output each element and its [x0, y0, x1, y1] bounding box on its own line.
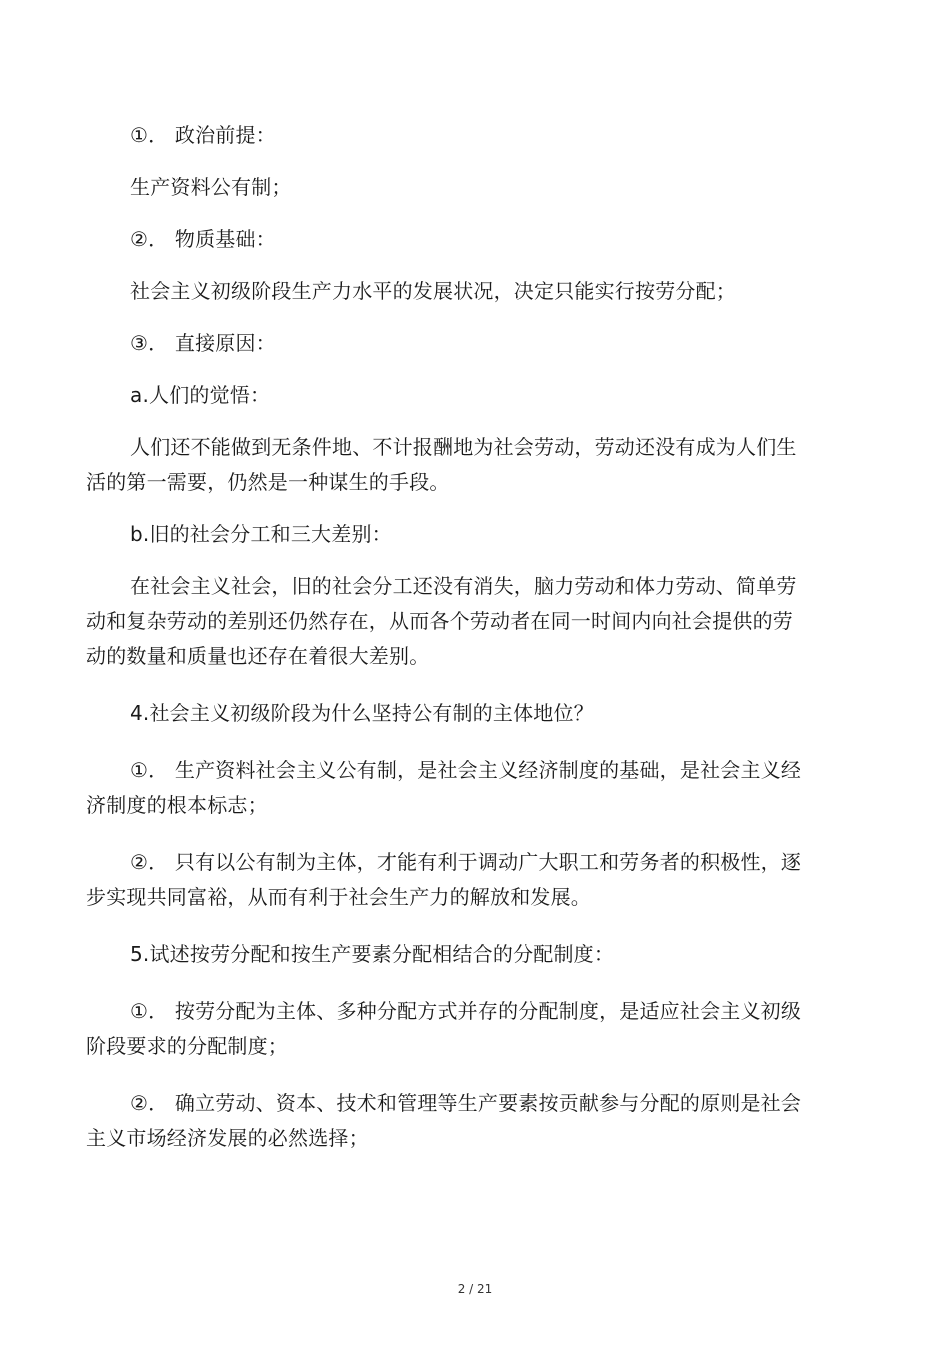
paragraph-productivity-level: 社会主义初级阶段生产力水平的发展状况，决定只能实行按劳分配；	[130, 279, 736, 303]
paragraph-public-ownership: 生产资料公有制；	[130, 175, 292, 199]
paragraph-awareness-body: 人们还不能做到无条件地、不计报酬地为社会劳动，劳动还没有成为人们生活的第一需要，仍然是一种谋生的手段。	[86, 435, 797, 494]
paragraph-q4-point-2: ②． 只有以公有制为主体，才能有利于调动广大职工和劳务者的积极性，逐步实现共同富裕，从而有利于社会生产力的解放和发展。	[86, 850, 802, 909]
paragraph-q5-point-2: ②． 确立劳动、资本、技术和管理等生产要素按贡献参与分配的原则是社会主义市场经济发展的必然选择；	[86, 1091, 802, 1150]
paragraph-question-5: 5.试述按劳分配和按生产要素分配相结合的分配制度：	[130, 942, 615, 966]
page-number: 2 / 21	[457, 1282, 493, 1296]
paragraph-political-premise: ①． 政治前提：	[130, 123, 276, 147]
paragraph-material-basis: ②． 物质基础：	[130, 227, 276, 251]
paragraph-direct-cause: ③． 直接原因：	[130, 331, 276, 355]
paragraph-awareness-heading: a.人们的觉悟：	[130, 383, 271, 407]
paragraph-question-4: 4.社会主义初级阶段为什么坚持公有制的主体地位？	[130, 701, 594, 725]
paragraph-q4-point-1: ①． 生产资料社会主义公有制，是社会主义经济制度的基础，是社会主义经济制度的根本标志；	[86, 758, 802, 817]
paragraph-q5-point-1: ①． 按劳分配为主体、多种分配方式并存的分配制度，是适应社会主义初级阶段要求的分配制度；	[86, 999, 802, 1058]
document-body	[86, 118, 810, 1156]
paragraph-division-body: 在社会主义社会，旧的社会分工还没有消失，脑力劳动和体力劳动、简单劳动和复杂劳动的差别还仍然存在，从而各个劳动者在同一时间内向社会提供的劳动的数量和质量也还存在着很大差别。	[86, 574, 797, 668]
paragraph-division-heading: b.旧的社会分工和三大差别：	[130, 522, 392, 546]
